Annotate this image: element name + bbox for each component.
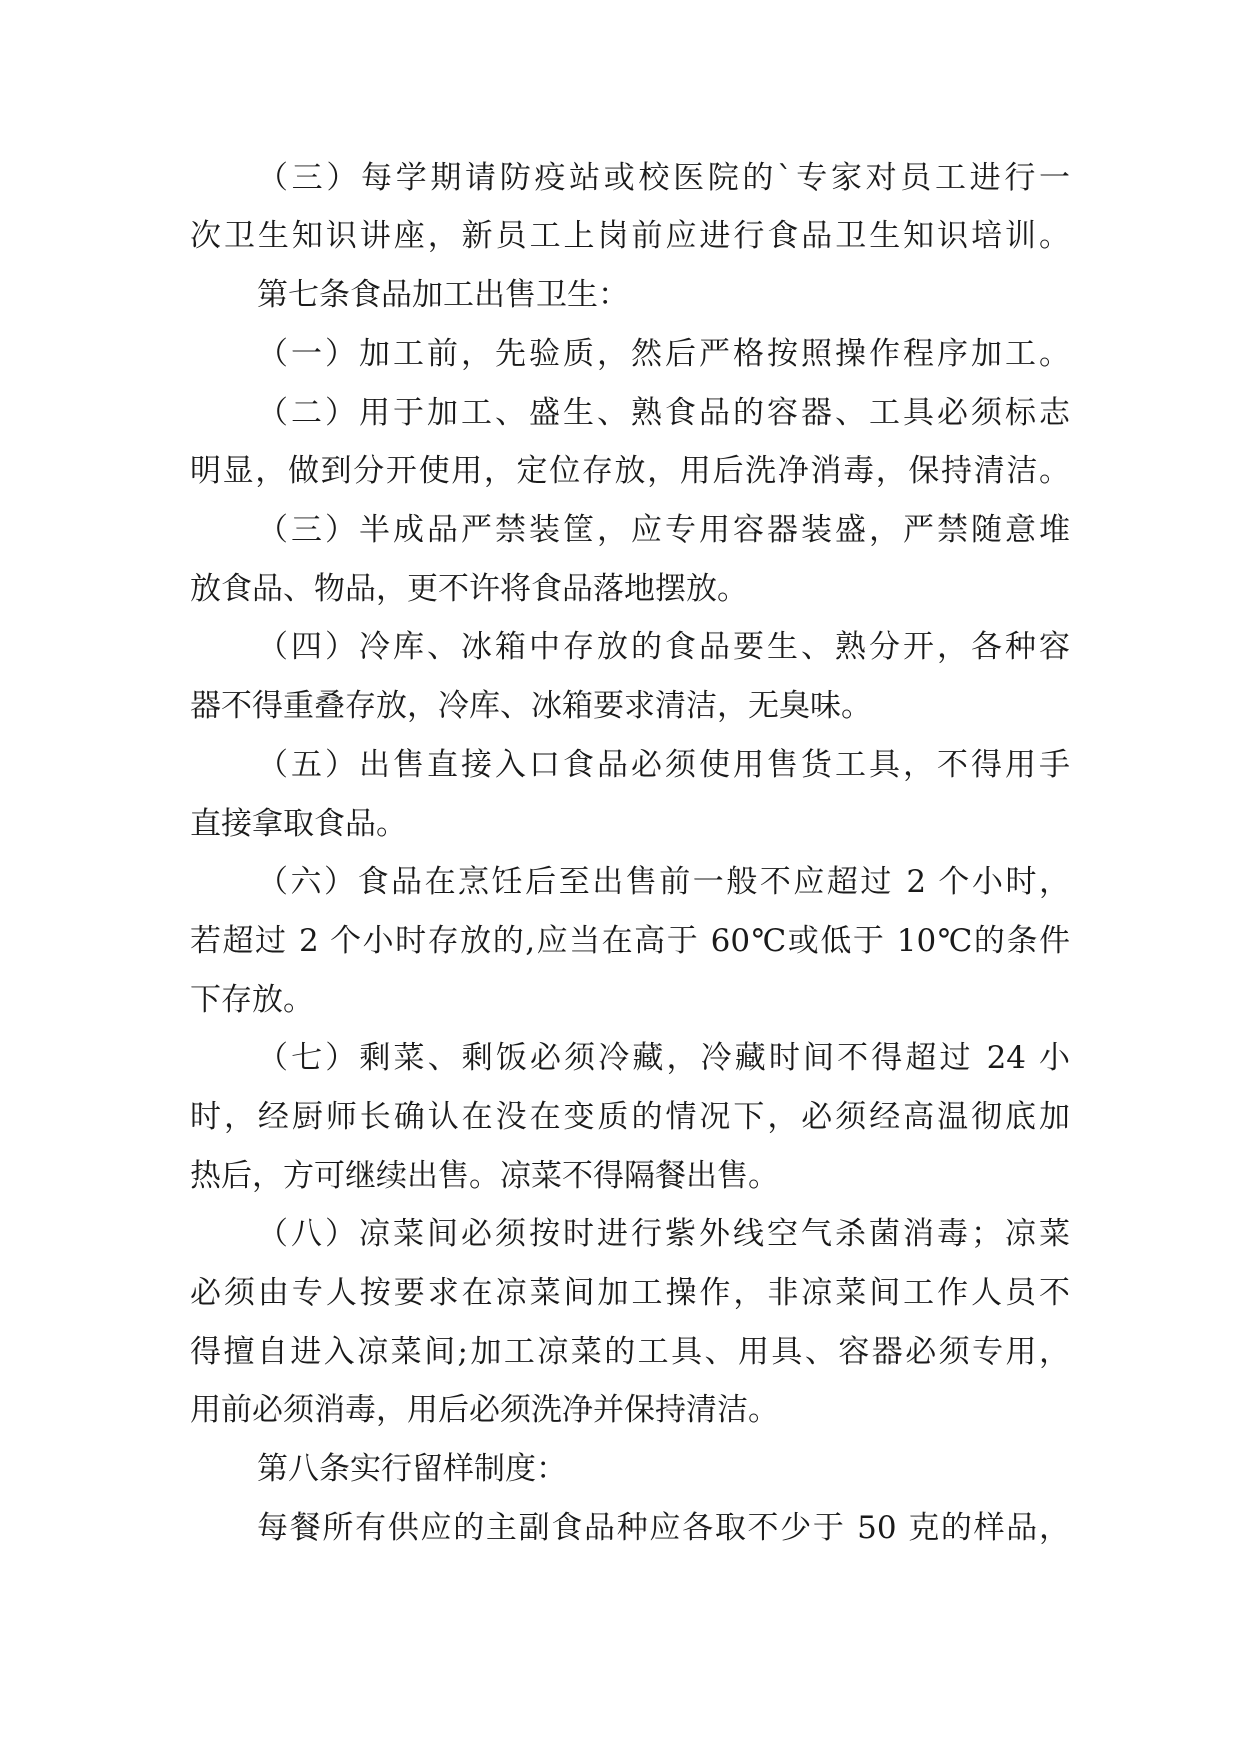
paragraph-line: 明显，做到分开使用，定位存放，用后洗净消毒，保持清洁。	[190, 453, 1070, 489]
paragraph-line: 用前必须消毒，用后必须洗净并保持清洁。	[190, 1392, 779, 1428]
paragraph-line: 次卫生知识讲座，新员工上岗前应进行食品卫生知识培训。	[190, 218, 1070, 254]
paragraph-line: （三）每学期请防疫站或校医院的`专家对员工进行一	[257, 160, 1070, 196]
paragraph-line: （一）加工前，先验质，然后严格按照操作程序加工。	[257, 336, 1070, 372]
paragraph-line: 时，经厨师长确认在没在变质的情况下，必须经高温彻底加	[190, 1099, 1070, 1135]
article-heading: 第七条食品加工出售卫生：	[257, 277, 629, 313]
paragraph-line: 下存放。	[190, 982, 314, 1018]
paragraph-line: （二）用于加工、盛生、熟食品的容器、工具必须标志	[257, 395, 1070, 431]
paragraph-line: （五）出售直接入口食品必须使用售货工具，不得用手	[257, 747, 1070, 783]
paragraph-line: （四）冷库、冰箱中存放的食品要生、熟分开，各种容	[257, 629, 1070, 665]
paragraph-line: 器不得重叠存放，冷库、冰箱要求清洁，无臭味。	[190, 688, 872, 724]
paragraph-line: （三）半成品严禁装筐，应专用容器装盛，严禁随意堆	[257, 512, 1070, 548]
paragraph-line: （六）食品在烹饪后至出售前一般不应超过 2 个小时，	[257, 864, 1070, 900]
article-heading: 第八条实行留样制度：	[257, 1451, 567, 1487]
paragraph-line: 每餐所有供应的主副食品种应各取不少于 50 克的样品，	[257, 1510, 1070, 1546]
paragraph-line: 直接拿取食品。	[190, 806, 407, 842]
paragraph-line: （八）凉菜间必须按时进行紫外线空气杀菌消毒；凉菜	[257, 1216, 1070, 1252]
paragraph-line: 放食品、物品，更不许将食品落地摆放。	[190, 571, 748, 607]
paragraph-line: 得擅自进入凉菜间;加工凉菜的工具、用具、容器必须专用，	[190, 1334, 1070, 1370]
paragraph-line: 若超过 2 个小时存放的,应当在高于 60℃或低于 10℃的条件	[190, 923, 1070, 959]
paragraph-line: 必须由专人按要求在凉菜间加工操作，非凉菜间工作人员不	[190, 1275, 1070, 1311]
paragraph-line: （七）剩菜、剩饭必须冷藏，冷藏时间不得超过 24 小	[257, 1040, 1070, 1076]
paragraph-line: 热后，方可继续出售。凉菜不得隔餐出售。	[190, 1158, 779, 1194]
